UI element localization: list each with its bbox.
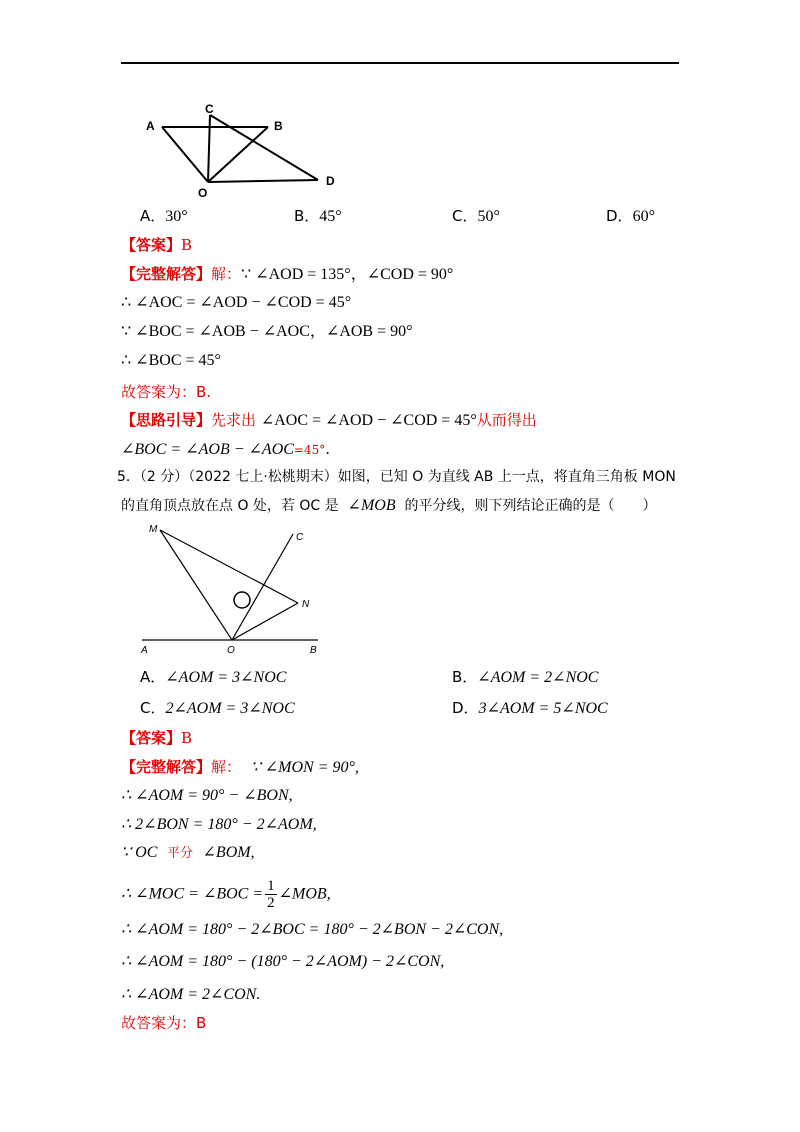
q5-solution-line-8: ∴ ∠AOM = 2∠CON. bbox=[121, 986, 261, 1003]
label-o2: O bbox=[227, 645, 235, 655]
q5-solution-line-2: ∴ ∠AOM = 90° − ∠BON, bbox=[121, 787, 293, 804]
q4-conclusion: 故答案为：B. bbox=[121, 383, 212, 401]
q4-hint-line-1: 【思路引导】先求出 ∠AOC = ∠AOD − ∠COD = 45°从而得出 bbox=[121, 411, 537, 429]
header-rule bbox=[121, 62, 679, 64]
q5-option-d: D．3∠AOM = 5∠NOC bbox=[452, 699, 608, 717]
label-c2: C bbox=[296, 532, 304, 543]
q5-solution-line-6: ∴ ∠AOM = 180° − 2∠BOC = 180° − 2∠BON − 2∠CON, bbox=[121, 921, 504, 938]
label-n: N bbox=[302, 599, 310, 610]
q4-solution-line-1: 【完整解答】解：∵ ∠AOD = 135°，∠COD = 90° bbox=[121, 265, 454, 283]
q5-stem-line-1: 5．（2 分）（2022 七上·松桃期末）如图，已知 O 为直线 AB 上一点，将直角三角板 MON bbox=[117, 469, 676, 485]
label-a2: A bbox=[141, 645, 148, 655]
q5-solution-line-5: ∴ ∠MOC = ∠BOC = $\frac{1}{2}$ ∠MOB, bbox=[121, 878, 331, 911]
figure-angle-aod bbox=[140, 100, 350, 200]
q4-option-b: B．45° bbox=[294, 207, 342, 225]
label-m: M bbox=[149, 524, 158, 535]
q5-solution-line-1: 【完整解答】解： ∵ ∠MON = 90°, bbox=[121, 758, 359, 776]
q4-answer: 【答案】B bbox=[121, 236, 193, 254]
q4-solution-line-2: ∴ ∠AOC = ∠AOD − ∠COD = 45° bbox=[121, 294, 352, 311]
q5-solution-line-7: ∴ ∠AOM = 180° − (180° − 2∠AOM) − 2∠CON, bbox=[121, 953, 445, 970]
figure-triangle-mon bbox=[138, 520, 338, 655]
label-d: D bbox=[326, 174, 335, 188]
q5-solution-line-3: ∴ 2∠BON = 180° − 2∠AOM, bbox=[121, 816, 317, 833]
q5-stem-line-2: 的直角顶点放在点 O 处，若 OC 是 ∠MOB 的平分线，则下列结论正确的是（ ） bbox=[121, 497, 657, 514]
q5-option-c: C．2∠AOM = 3∠NOC bbox=[140, 699, 295, 717]
q5-solution-line-4: ∵ OC 平分 ∠BOM, bbox=[121, 844, 255, 861]
label-c: C bbox=[205, 102, 214, 116]
q4-option-c: C．50° bbox=[452, 207, 500, 225]
q5-option-a: A．∠AOM = 3∠NOC bbox=[140, 668, 287, 686]
q4-solution-line-4: ∴ ∠BOC = 45° bbox=[121, 352, 221, 369]
label-a: A bbox=[146, 119, 155, 133]
label-b2: B bbox=[310, 645, 317, 655]
q5-conclusion: 故答案为：B bbox=[121, 1014, 207, 1032]
q5-option-b: B．∠AOM = 2∠NOC bbox=[452, 668, 599, 686]
q4-option-d: D．60° bbox=[606, 207, 655, 225]
label-b: B bbox=[274, 119, 283, 133]
q5-answer: 【答案】B bbox=[121, 729, 193, 747]
q4-option-a: A．30° bbox=[140, 207, 188, 225]
q4-solution-line-3: ∵ ∠BOC = ∠AOB − ∠AOC，∠AOB = 90° bbox=[121, 323, 413, 340]
fraction-one-half: $\frac{1}{2}$ bbox=[267, 878, 275, 911]
q4-hint-line-2: ∠BOC = ∠AOB − ∠AOC=45°. bbox=[121, 440, 331, 458]
label-o: O bbox=[198, 186, 208, 200]
